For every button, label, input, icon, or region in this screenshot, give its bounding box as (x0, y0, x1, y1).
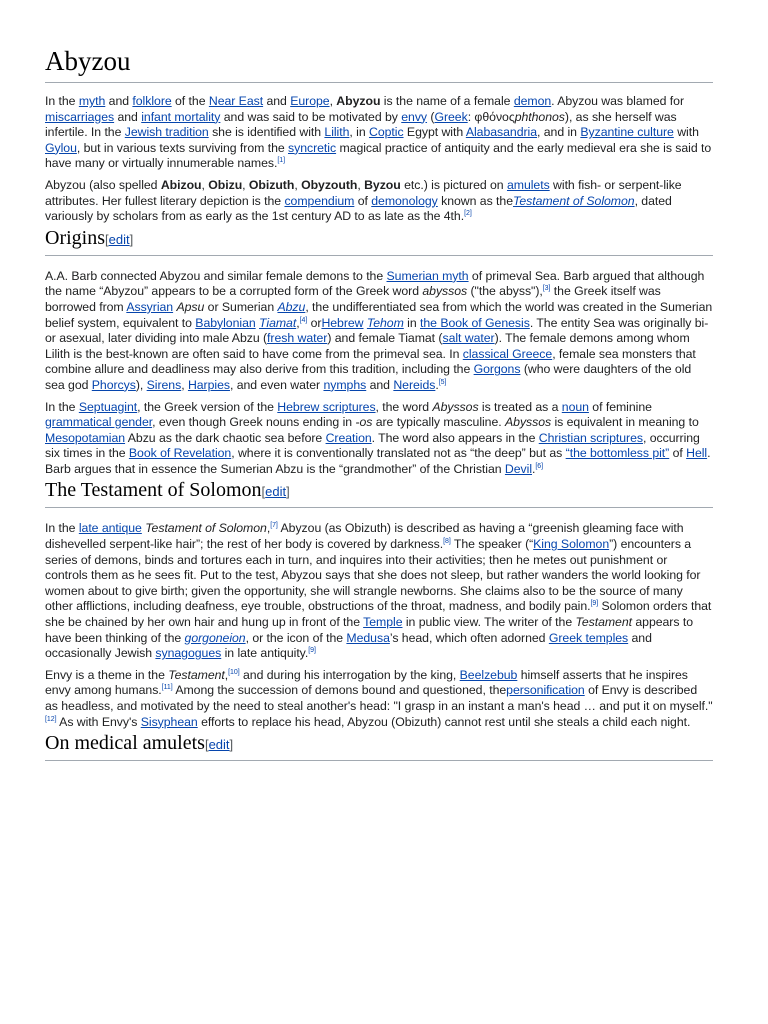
link-personification[interactable]: personification (506, 683, 585, 698)
link-demon[interactable]: demon (513, 94, 552, 108)
citation[interactable]: [10] (228, 668, 240, 676)
link-tiamat[interactable]: Tiamat (259, 315, 297, 330)
link-greek[interactable]: Greek (434, 109, 468, 124)
link-septuagint[interactable]: Septuagint (78, 399, 138, 414)
article (45, 44, 713, 761)
citation[interactable]: [11] (161, 684, 173, 692)
edit-amulets-link[interactable]: edit (208, 737, 230, 753)
link-sisyphean[interactable]: Sisyphean (140, 714, 198, 729)
link-jewish-tradition[interactable]: Jewish tradition (124, 125, 209, 140)
link-salt-water[interactable]: salt water (442, 331, 495, 346)
origins-paragraph-1: A.A. Barb connected Abyzou and similar female demons to the Sumerian myth of primeval Sea. Barb argued that although the name “Abyzou” appears to be a corrupted form of the Greek word abyssos ("the abyss"),[3] the Greek itself was borrowed from Assyrian Apsu or Sumerian Abzu, the undifferentiated sea from which the world was created in the Sumerian belief system, equivalent to Babylonian Tiamat,[4] orHebrew Tehom in the Book of Genesis. The entity Sea was originally bi- or asexual, later dividing into male Abzu (fresh water) and female Tiamat (salt water). The female demons among whom Lilith is the best-known are often said to have come from the primeval sea. In classical Greece, female sea monsters that combine allure and deadliness may also derive from this tradition, including the Gorgons (who were daughters of the old sea god Phorcys), Sirens, Harpies, and even water nymphs and Nereids.[5] (45, 268, 713, 392)
citation[interactable]: [9] (590, 600, 599, 608)
link-phorcys[interactable]: Phorcys (91, 377, 136, 392)
link-mesopotamian[interactable]: Mesopotamian (45, 430, 126, 445)
link-hebrew[interactable]: Hebrew (321, 315, 364, 330)
link-bottomless-pit[interactable]: “the bottomless pit” (565, 446, 670, 461)
citation[interactable]: [7] (270, 522, 278, 530)
link-assyrian[interactable]: Assyrian (126, 299, 174, 314)
bold-abyzou: Abyzou (336, 94, 381, 108)
link-sirens[interactable]: Sirens (146, 377, 182, 392)
link-testament-of-solomon[interactable]: Testament of Solomon (512, 193, 635, 208)
link-myth[interactable]: myth (78, 94, 106, 108)
edit-link-wrapper: [edit] (105, 231, 134, 247)
link-babylonian[interactable]: Babylonian (195, 315, 256, 330)
link-beelzebub[interactable]: Beelzebub (459, 667, 518, 682)
link-hell[interactable]: Hell (686, 446, 708, 461)
citation[interactable]: [12] (45, 715, 57, 723)
testament-paragraph-2: Envy is a theme in the Testament,[10] and during his interrogation by the king, Beelzebub himself asserts that he inspires envy among humans.[11] Among the succession of demons bound and questioned, thepersonification of Envy is described as headless, and motivated by the need to steal another's head: "I grasp in an instant a man's head … and put it on myself."[12] As with Envy's Sisyphean efforts to replace his head, Abyzou (Obizuth) cannot rest until she steals a child each night. (45, 667, 713, 729)
link-late-antique[interactable]: late antique (78, 521, 142, 536)
link-folklore[interactable]: folklore (132, 94, 172, 108)
link-abzu[interactable]: Abzu (277, 299, 306, 314)
page-title: Abyzou (45, 44, 713, 83)
link-amulets[interactable]: amulets (506, 177, 550, 192)
link-medusa[interactable]: Medusa (346, 630, 390, 645)
citation[interactable]: [2] (464, 210, 472, 218)
link-book-of-genesis[interactable]: the Book of Genesis (420, 315, 530, 330)
link-fresh-water[interactable]: fresh water (267, 331, 328, 346)
citation[interactable]: [8] (443, 538, 451, 546)
citation[interactable]: [9] (308, 647, 316, 655)
link-greek-temples[interactable]: Greek temples (548, 630, 629, 645)
edit-origins-link[interactable]: edit (108, 231, 130, 247)
link-tehom[interactable]: Tehom (366, 315, 404, 330)
origins-paragraph-2: In the Septuagint, the Greek version of the Hebrew scriptures, the word Abyssos is treated as a noun of feminine grammatical gender, even though Greek nouns ending in -os are typically masculine. Abyssos is equivalent in meaning to Mesopotamian Abzu as the dark chaotic sea before Creation. The word also appears in the Christian scriptures, occurring six times in the Book of Revelation, where it is conventionally translated not as “the deep” but as “the bottomless pit” of Hell. Barb argues that in essence the Sumerian Abzu is the “grandmother” of the Christian Devil.[6] (45, 399, 711, 476)
intro-paragraph-1: In the myth and folklore of the Near East and Europe, Abyzou is the name of a female demon. Abyzou was blamed for miscarriages and infant mortality and was said to be motivated by envy (Greek: φθόνοςphthonos), as she herself was infertile. In the Jewish tradition she is identified with Lilith, in Coptic Egypt with Alabasandria, and in Byzantine culture with Gylou, but in various texts surviving from the syncretic magical practice of antiquity and the early medieval era she is said to have many or virtually innumerable names.[1] (45, 94, 712, 171)
intro-paragraph-2: Abyzou (also spelled Abizou, Obizu, Obizuth, Obyzouth, Byzou etc.) is pictured on amulets with fish- or serpent-like attributes. Her fullest literary depiction is the compendium of demonology known as theTestament of Solomon, dated variously by scholars from as early as the 1st century AD to as late as the 4th.[2] (45, 177, 682, 224)
link-europe[interactable]: Europe (290, 94, 330, 108)
link-harpies[interactable]: Harpies (187, 377, 230, 392)
citation[interactable]: [6] (535, 462, 544, 470)
citation[interactable]: [5] (438, 378, 447, 386)
link-compendium[interactable]: compendium (284, 193, 355, 208)
testament-paragraph-1: In the late antique Testament of Solomon,[7] Abyzou (as Obizuth) is described as having a “greenish gleaming face with dishevelled serpent-like hair”; the rest of her body is covered by darkness.[8] The speaker (“King Solomon”) encounters a series of demons, binds and tortures each in turn, and inquires into their activities; then he metes out punishment or controls them as he sees fit. Put to the test, Abyzou says that she does not sleep, but rather wanders the world looking for women about to give birth; given the opportunity, she will strangle newborns. She claims also to be the source of many other afflictions, including deafness, eye trouble, obstructions of the throat, madness, and bodily pain.[9] Solomon orders that she be chained by her own hair and hung up in front of the Temple in public view. The writer of the Testament appears to have been thinking of the gorgoneion, or the icon of the Medusa’s head, which often adorned Greek temples and occasionally Jewish synagogues in late antiquity.[9] (45, 521, 712, 661)
link-near-east[interactable]: Near East (208, 94, 264, 108)
link-temple[interactable]: Temple (363, 615, 403, 630)
section-heading-testament: The Testament of Solomon[edit] (45, 477, 713, 508)
link-infant-mortality[interactable]: infant mortality (141, 109, 221, 124)
link-synagogues[interactable]: synagogues (155, 646, 222, 661)
link-classical-greece[interactable]: classical Greece (462, 346, 553, 361)
link-grammatical-gender[interactable]: grammatical gender (45, 415, 153, 430)
link-nereids[interactable]: Nereids (393, 377, 436, 392)
link-devil[interactable]: Devil (504, 461, 533, 476)
edit-testament-link[interactable]: edit (265, 484, 287, 500)
citation[interactable]: [1] (277, 157, 286, 165)
link-coptic[interactable]: Coptic (368, 125, 404, 140)
link-byzantine-culture[interactable]: Byzantine culture (580, 125, 674, 140)
citation[interactable]: [4] (299, 316, 308, 324)
link-lilith[interactable]: Lilith (324, 125, 350, 140)
link-book-of-revelation[interactable]: Book of Revelation (128, 446, 232, 461)
link-alabasandria[interactable]: Alabasandria (465, 125, 538, 140)
link-miscarriages[interactable]: miscarriages (45, 109, 115, 124)
link-christian-scriptures[interactable]: Christian scriptures (538, 430, 643, 445)
section-heading-origins: Origins[edit] (45, 225, 713, 256)
link-gylou[interactable]: Gylou (45, 140, 77, 155)
link-envy[interactable]: envy (401, 109, 428, 124)
citation[interactable]: [3] (542, 285, 551, 293)
link-sumerian-myth[interactable]: Sumerian myth (386, 268, 469, 283)
link-demonology[interactable]: demonology (371, 193, 438, 208)
link-creation[interactable]: Creation (325, 430, 372, 445)
link-king-solomon[interactable]: King Solomon (533, 537, 610, 552)
link-hebrew-scriptures[interactable]: Hebrew scriptures (277, 399, 376, 414)
link-syncretic[interactable]: syncretic (288, 140, 337, 155)
link-gorgoneion[interactable]: gorgoneion (184, 630, 246, 645)
link-nymphs[interactable]: nymphs (323, 377, 367, 392)
link-noun[interactable]: noun (561, 399, 589, 414)
link-gorgons[interactable]: Gorgons (473, 362, 521, 377)
section-heading-amulets: On medical amulets[edit] (45, 730, 713, 761)
